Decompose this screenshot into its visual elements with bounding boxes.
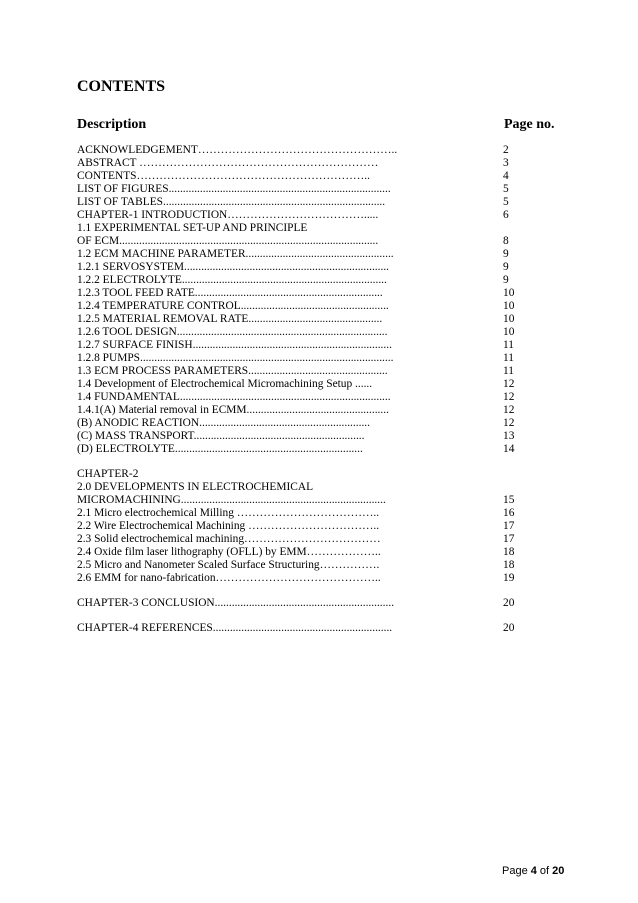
- toc-entry: [77, 300, 557, 313]
- toc-entry-title: 2.3 Solid electrochemical machining………………………………: [77, 533, 381, 545]
- toc-entry: [77, 144, 557, 157]
- toc-entry: [77, 533, 557, 546]
- toc-entry-title: (C) MASS TRANSPORT............................................................: [77, 430, 365, 442]
- toc-entry-title: 1.4 FUNDAMENTAL..........................................................................: [77, 391, 391, 403]
- toc-entry-title: LIST OF FIGURES..............................................................................: [77, 183, 391, 195]
- toc-entry: [77, 378, 557, 391]
- toc-entry: [77, 404, 557, 417]
- toc-entry-title: 1.4.1(A) Material removal in ECMM..................................................: [77, 404, 389, 416]
- toc-entry: [77, 559, 557, 572]
- toc-entry: [77, 494, 557, 507]
- page-no-column-header: Page no.: [504, 117, 555, 132]
- toc-entry-page: 10: [503, 287, 515, 299]
- toc-entry: [77, 261, 557, 274]
- toc-entry: [77, 622, 557, 635]
- toc-entry-page: 11: [503, 339, 514, 351]
- toc-entry-page: 20: [503, 597, 515, 609]
- toc-entry-page: 10: [503, 326, 515, 338]
- toc-entry: [77, 274, 557, 287]
- toc-entry: [77, 456, 557, 468]
- toc-entry: [77, 468, 557, 481]
- toc-entry: [77, 222, 557, 235]
- toc-entry-page: 19: [503, 572, 515, 584]
- toc-entry: [77, 417, 557, 430]
- description-column-header: Description: [77, 117, 147, 132]
- toc-entry-title: (D) ELECTROLYTE..................................................................: [77, 443, 363, 455]
- toc-entry-page: 12: [503, 404, 515, 416]
- toc-entry: [77, 157, 557, 170]
- toc-entry: [77, 610, 557, 622]
- toc-entry-page: 15: [503, 494, 515, 506]
- toc-entry: [77, 365, 557, 378]
- toc-entry-page: 17: [503, 520, 515, 532]
- toc-entry-title: 2.5 Micro and Nanometer Scaled Surface Structuring…………….: [77, 559, 380, 571]
- toc-entry-page: 3: [503, 157, 509, 169]
- toc-entry-page: 10: [503, 313, 515, 325]
- toc-entry-title: 1.2.3 TOOL FEED RATE..................................................................: [77, 287, 383, 299]
- toc-entry: [77, 391, 557, 404]
- toc-entry-title: CONTENTS……………………………………………………..: [77, 170, 370, 182]
- toc-entry-page: 6: [503, 209, 509, 221]
- toc-entry: [77, 170, 557, 183]
- toc-entry: [77, 183, 557, 196]
- toc-entry-page: 16: [503, 507, 515, 519]
- toc-entry-title: 1.2 ECM MACHINE PARAMETER....................................................: [77, 248, 394, 260]
- toc-entry-page: 12: [503, 391, 515, 403]
- toc-entry-title: 1.1 EXPERIMENTAL SET-UP AND PRINCIPLE: [77, 222, 308, 234]
- toc-entry: [77, 287, 557, 300]
- toc-entry-title: 1.2.6 TOOL DESIGN..........................................................................: [77, 326, 388, 338]
- toc-entry: [77, 235, 557, 248]
- toc-entry-title: OF ECM...........................................................................................: [77, 235, 379, 247]
- toc-entry-page: 11: [503, 365, 514, 377]
- toc-entry-title: 2.0 DEVELOPMENTS IN ELECTROCHEMICAL: [77, 481, 314, 493]
- toc-entry: [77, 443, 557, 456]
- footer-prefix: Page: [502, 865, 531, 877]
- toc-entry-title: ACKNOWLEDGEMENT……………………………………………..: [77, 144, 398, 156]
- toc-entry: [77, 481, 557, 494]
- toc-entry-title: CHAPTER-4 REFERENCES...............................................................: [77, 622, 393, 634]
- toc-entry-title: 1.2.7 SURFACE FINISH......................................................................: [77, 339, 392, 351]
- toc-entry: [77, 572, 557, 585]
- contents-heading: CONTENTS: [77, 78, 166, 95]
- toc-entry: [77, 326, 557, 339]
- toc-entry-page: 17: [503, 533, 515, 545]
- toc-entry-page: 9: [503, 274, 509, 286]
- toc-entry-title: 1.4 Development of Electrochemical Micromachining Setup ......: [77, 378, 373, 390]
- toc-entry-title: 2.6 EMM for nano-fabrication……………………………………..: [77, 572, 381, 584]
- toc-entry-title: 1.2.2 ELECTROLYTE........................................................................: [77, 274, 387, 286]
- toc-entry: [77, 339, 557, 352]
- toc-entry-title: 2.4 Oxide film laser lithography (OFLL) by EMM………………..: [77, 546, 381, 558]
- toc-entry-title: CHAPTER-3 CONCLUSION...............................................................: [77, 597, 395, 609]
- toc-entry: [77, 585, 557, 597]
- toc-entry-title: 1.3 ECM PROCESS PARAMETERS.................................................: [77, 365, 388, 377]
- toc-entry: [77, 520, 557, 533]
- footer-middle: of: [536, 865, 553, 877]
- toc-entry-page: 18: [503, 559, 515, 571]
- toc-entry: [77, 196, 557, 209]
- page-footer: [502, 865, 564, 877]
- toc-entry: [77, 313, 557, 326]
- footer-current-page: 4: [530, 865, 537, 877]
- toc-entry-page: 20: [503, 622, 515, 634]
- toc-entry: [77, 430, 557, 443]
- toc-entry-page: 5: [503, 183, 509, 195]
- toc-entry-page: 13: [503, 430, 515, 442]
- toc-entry: [77, 248, 557, 261]
- toc-entry-page: 11: [503, 352, 514, 364]
- toc-entry-page: 12: [503, 417, 515, 429]
- toc-entry-page: 2: [503, 144, 509, 156]
- toc-entry: [77, 352, 557, 365]
- footer-total-pages: 20: [552, 865, 565, 877]
- toc-entry-page: 4: [503, 170, 509, 182]
- toc-entry-page: 9: [503, 261, 509, 273]
- toc-entry-title: MICROMACHINING........................................................................: [77, 494, 386, 506]
- toc-entry-title: (B) ANODIC REACTION............................................................: [77, 417, 370, 429]
- toc-entry-title: 1.2.8 PUMPS.........................................................................................: [77, 352, 394, 364]
- toc-entry: [77, 209, 557, 222]
- toc-entry-page: 9: [503, 248, 509, 260]
- toc-entry-title: CHAPTER-2: [77, 468, 139, 480]
- table-of-contents: [77, 144, 557, 635]
- toc-entry: [77, 546, 557, 559]
- toc-entry-title: 1.2.1 SERVOSYSTEM........................................................................: [77, 261, 390, 273]
- toc-entry-page: 10: [503, 300, 515, 312]
- toc-entry-page: 8: [503, 235, 509, 247]
- toc-entry-page: 12: [503, 378, 515, 390]
- toc-entry: [77, 507, 557, 520]
- toc-entry-title: 1.2.5 MATERIAL REMOVAL RATE...............................................: [77, 313, 383, 325]
- toc-entry-title: CHAPTER-1 INTRODUCTION……………………………….....: [77, 209, 379, 221]
- toc-entry-page: 14: [503, 443, 515, 455]
- toc-entry: [77, 597, 557, 610]
- toc-entry-title: LIST OF TABLES..............................................................................: [77, 196, 386, 208]
- toc-entry-title: 2.2 Wire Electrochemical Machining ……………………………..: [77, 520, 380, 532]
- toc-entry-title: ABSTRACT ………………………………………………………: [77, 157, 379, 169]
- toc-entry-page: 5: [503, 196, 509, 208]
- toc-entry-title: 1.2.4 TEMPERATURE CONTROL....................................................: [77, 300, 389, 312]
- toc-entry-title: 2.1 Micro electrochemical Milling ………………………………..: [77, 507, 380, 519]
- toc-entry-page: 18: [503, 546, 515, 558]
